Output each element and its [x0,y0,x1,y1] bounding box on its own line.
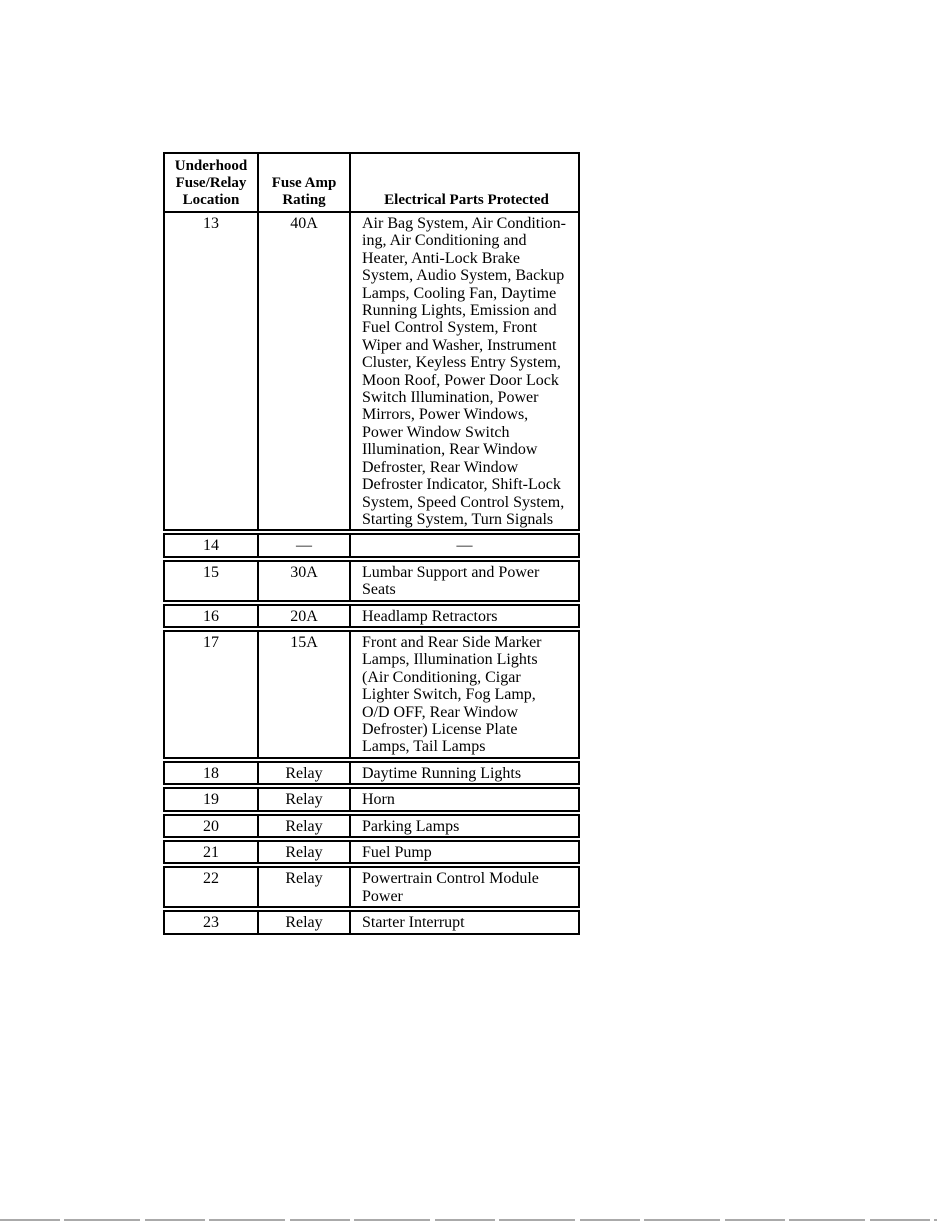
location-cell: 15 [165,562,259,600]
location-cell: 21 [165,842,259,862]
rating-cell: Relay [259,763,351,783]
rating-cell: 30A [259,562,351,600]
location-cell: 18 [165,763,259,783]
rating-cell: 40A [259,213,351,529]
location-cell: 14 [165,535,259,555]
table-row [163,630,580,759]
parts-cell: Daytime Running Lights [362,764,522,782]
table-row [163,840,580,864]
table-row [163,560,580,602]
fuse-relay-table [163,152,580,935]
table-row [163,761,580,785]
parts-cell: Horn [362,791,395,809]
parts-cell: Headlamp Retractors [362,607,498,625]
parts-cell: — [456,537,473,555]
table-row [163,213,580,531]
location-cell: 22 [165,868,259,906]
location-cell: 17 [165,632,259,757]
parts-cell: Powertrain Control Module Power [362,870,539,905]
table-row [163,814,580,838]
parts-cell: Starter Interrupt [362,914,465,932]
table-row [163,533,580,557]
rating-cell: — [259,535,351,555]
location-cell: 19 [165,789,259,809]
table-row [163,787,580,811]
parts-cell: Parking Lamps [362,817,460,835]
rating-cell: Relay [259,842,351,862]
header-rating: Fuse Amp Rating [259,154,351,211]
table-row [163,604,580,628]
location-cell: 13 [165,213,259,529]
rating-cell: 15A [259,632,351,757]
parts-cell: Air Bag System, Air Condition- ing, Air Conditioning and Heater, Anti-Lock Brake System, Audio System, Backup Lamps, Cooling Fan, Daytime Running Lights, Emission and Fuel Control System, Front Wiper and Washer, Instrument Cluster, Keyless Entry System, Moon Roof, Power Door Lock Switch Illumination, Power Mirrors, Power Windows, Power Window Switch Illumination, Rear Window Defroster, Rear Window Defroster Indicator, Shift-Lock System, Speed Control System, Starting System, Turn Signals [362,215,566,528]
table-header [163,152,580,213]
rating-cell: Relay [259,912,351,932]
rating-cell: Relay [259,868,351,906]
location-cell: 23 [165,912,259,932]
rating-cell: 20A [259,606,351,626]
header-location: Underhood Fuse/Relay Location [165,154,259,211]
scan-edge-divider [0,1219,937,1221]
table-row [163,910,580,934]
rating-cell: Relay [259,816,351,836]
parts-cell: Front and Rear Side Marker Lamps, Illumination Lights (Air Conditioning, Cigar Lighter Switch, Fog Lamp, O/D OFF, Rear Window Defroster) License Plate Lamps, Tail Lamps [362,633,542,756]
table-row [163,866,580,908]
parts-cell: Lumbar Support and Power Seats [362,563,540,599]
header-parts: Electrical Parts Protected [384,192,549,208]
location-cell: 16 [165,606,259,626]
rating-cell: Relay [259,789,351,809]
parts-cell: Fuel Pump [362,844,432,861]
location-cell: 20 [165,816,259,836]
